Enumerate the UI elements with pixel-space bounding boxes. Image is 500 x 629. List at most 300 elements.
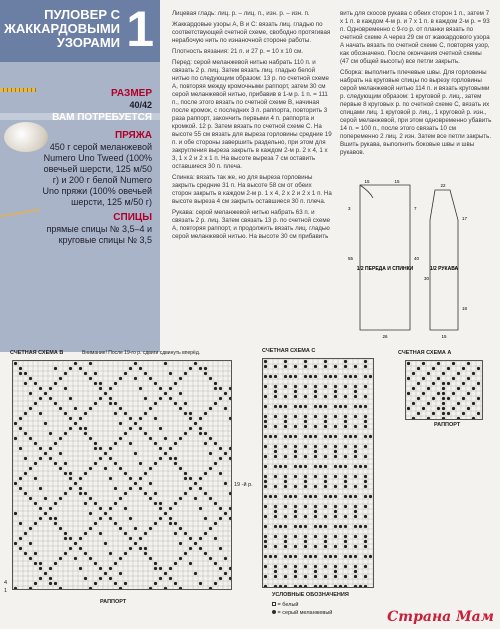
stitch-dot bbox=[437, 377, 440, 380]
chart-b-note: Внимание! После 19-го р. сдвиги сдвинуть вперёд. bbox=[82, 350, 201, 356]
stitch-dot bbox=[129, 367, 132, 370]
chart-c-grid bbox=[262, 358, 374, 588]
stitch-dot bbox=[154, 417, 157, 420]
stitch-dot bbox=[104, 572, 107, 575]
stitch-dot bbox=[344, 545, 347, 548]
stitch-dot bbox=[319, 585, 322, 588]
stitch-dot bbox=[124, 432, 127, 435]
stitch-dot bbox=[324, 515, 327, 518]
stitch-dot bbox=[34, 382, 37, 385]
stitch-dot bbox=[229, 387, 232, 390]
stitch-dot bbox=[304, 480, 307, 483]
stitch-dot bbox=[269, 495, 272, 498]
stitch-dot bbox=[452, 392, 455, 395]
stitch-dot bbox=[334, 545, 337, 548]
dim-side: 55 bbox=[348, 256, 354, 261]
size-value: 40/42 bbox=[129, 100, 152, 110]
stitch-dot bbox=[279, 465, 282, 468]
stitch-dot bbox=[339, 465, 342, 468]
stitch-dot bbox=[199, 487, 202, 490]
stitch-dot bbox=[229, 507, 232, 510]
stitch-dot bbox=[324, 565, 327, 568]
stitch-dot bbox=[104, 452, 107, 455]
stitch-dot bbox=[304, 565, 307, 568]
stitch-dot bbox=[467, 377, 470, 380]
stitch-dot bbox=[84, 502, 87, 505]
stitch-dot bbox=[274, 390, 277, 393]
info-sidebar bbox=[0, 0, 160, 352]
stitch-dot bbox=[294, 570, 297, 573]
stitch-dot bbox=[14, 512, 17, 515]
stitch-dot bbox=[264, 525, 267, 528]
stitch-dot bbox=[169, 447, 172, 450]
stitch-dot bbox=[314, 450, 317, 453]
stitch-dot bbox=[124, 372, 127, 375]
stitch-dot bbox=[314, 565, 317, 568]
stitch-dot bbox=[329, 555, 332, 558]
stitch-dot bbox=[119, 377, 122, 380]
stitch-dot bbox=[334, 425, 337, 428]
stitch-dot bbox=[194, 542, 197, 545]
stitch-dot bbox=[452, 377, 455, 380]
stitch-dot bbox=[314, 435, 317, 438]
stitch-dot bbox=[34, 582, 37, 585]
stitch-dot bbox=[54, 462, 57, 465]
stitch-dot bbox=[179, 497, 182, 500]
stitch-dot bbox=[314, 390, 317, 393]
stitch-dot bbox=[224, 392, 227, 395]
legend-title: УСЛОВНЫЕ ОБОЗНАЧЕНИЯ bbox=[272, 592, 349, 598]
stitch-dot bbox=[314, 545, 317, 548]
stitch-dot bbox=[229, 457, 232, 460]
stitch-dot bbox=[442, 407, 445, 410]
stitch-dot bbox=[304, 545, 307, 548]
stitch-dot bbox=[314, 385, 317, 388]
stitch-dot bbox=[324, 485, 327, 488]
stitch-dot bbox=[284, 395, 287, 398]
stitch-dot bbox=[344, 405, 347, 408]
stitch-dot bbox=[359, 585, 362, 588]
stitch-dot bbox=[274, 535, 277, 538]
stitch-dot bbox=[119, 422, 122, 425]
stitch-dot bbox=[179, 392, 182, 395]
paragraph: Спинка: вязать так же, но для выреза горловины закрыть средние 31 п. На высоте 58 см от обеих сторон закрыть в каждом 2-м р. 1 х 4, 2 х 2 и 2 х 1 п. На высоте выреза 4 см закрыть оставшиеся 30 п. плеча. bbox=[172, 174, 332, 205]
stitch-dot bbox=[209, 467, 212, 470]
stitch-dot bbox=[354, 565, 357, 568]
chart-b-row1: 1 bbox=[4, 588, 8, 594]
stitch-dot bbox=[422, 362, 425, 365]
stitch-dot bbox=[19, 447, 22, 450]
stitch-dot bbox=[289, 435, 292, 438]
stitch-dot bbox=[359, 525, 362, 528]
stitch-dot bbox=[19, 537, 22, 540]
stitch-dot bbox=[204, 432, 207, 435]
stitch-dot bbox=[334, 455, 337, 458]
stitch-dot bbox=[334, 395, 337, 398]
stitch-dot bbox=[229, 492, 232, 495]
stitch-dot bbox=[74, 482, 77, 485]
stitch-dot bbox=[304, 495, 307, 498]
stitch-dot bbox=[274, 365, 277, 368]
stitch-dot bbox=[184, 552, 187, 555]
stitch-dot bbox=[364, 415, 367, 418]
stitch-dot bbox=[14, 587, 17, 590]
stitch-dot bbox=[364, 480, 367, 483]
stitch-dot bbox=[354, 385, 357, 388]
stitch-dot bbox=[64, 462, 67, 465]
stitch-dot bbox=[204, 372, 207, 375]
stitch-dot bbox=[64, 387, 67, 390]
stitch-dot bbox=[89, 362, 92, 365]
stitch-dot bbox=[319, 465, 322, 468]
stitch-dot bbox=[204, 472, 207, 475]
stitch-dot bbox=[174, 457, 177, 460]
stitch-dot bbox=[314, 570, 317, 573]
stitch-dot bbox=[294, 585, 297, 588]
stitch-dot bbox=[179, 542, 182, 545]
stitch-dot bbox=[19, 547, 22, 550]
stitch-dot bbox=[94, 462, 97, 465]
stitch-dot bbox=[329, 495, 332, 498]
stitch-dot bbox=[279, 405, 282, 408]
stitch-dot bbox=[359, 405, 362, 408]
stitch-dot bbox=[334, 585, 337, 588]
stitch-dot bbox=[174, 442, 177, 445]
stitch-dot bbox=[344, 535, 347, 538]
stitch-dot bbox=[39, 567, 42, 570]
stitch-dot bbox=[144, 397, 147, 400]
stitch-dot bbox=[467, 362, 470, 365]
stitch-dot bbox=[224, 572, 227, 575]
stitch-dot bbox=[334, 505, 337, 508]
stitch-dot bbox=[284, 565, 287, 568]
stitch-dot bbox=[364, 395, 367, 398]
stitch-dot bbox=[124, 412, 127, 415]
stitch-dot bbox=[354, 585, 357, 588]
stitch-dot bbox=[59, 377, 62, 380]
stitch-dot bbox=[304, 465, 307, 468]
stitch-dot bbox=[149, 407, 152, 410]
stitch-dot bbox=[304, 395, 307, 398]
stitch-dot bbox=[179, 527, 182, 530]
stitch-dot bbox=[354, 525, 357, 528]
dim-sleeve-cap: 17 bbox=[462, 216, 468, 221]
stitch-dot bbox=[64, 552, 67, 555]
stitch-dot bbox=[324, 495, 327, 498]
stitch-dot bbox=[114, 582, 117, 585]
stitch-dot bbox=[462, 412, 465, 415]
stitch-dot bbox=[209, 452, 212, 455]
stitch-dot bbox=[354, 465, 357, 468]
stitch-dot bbox=[304, 575, 307, 578]
stitch-dot bbox=[229, 567, 232, 570]
stitch-dot bbox=[199, 547, 202, 550]
stitch-dot bbox=[324, 360, 327, 363]
stitch-dot bbox=[189, 477, 192, 480]
stitch-dot bbox=[74, 422, 77, 425]
stitch-dot bbox=[354, 535, 357, 538]
stitch-dot bbox=[314, 415, 317, 418]
stitch-dot bbox=[329, 375, 332, 378]
stitch-dot bbox=[144, 432, 147, 435]
stitch-dot bbox=[462, 367, 465, 370]
stitch-dot bbox=[144, 492, 147, 495]
stitch-dot bbox=[114, 462, 117, 465]
stitch-dot bbox=[69, 417, 72, 420]
stitch-dot bbox=[109, 402, 112, 405]
stitch-dot bbox=[364, 535, 367, 538]
stitch-dot bbox=[422, 377, 425, 380]
stitch-dot bbox=[339, 525, 342, 528]
stitch-dot bbox=[349, 495, 352, 498]
stitch-dot bbox=[334, 375, 337, 378]
stitch-dot bbox=[354, 505, 357, 508]
dim-front-height: 40 bbox=[414, 256, 420, 261]
stitch-dot bbox=[364, 485, 367, 488]
stitch-dot bbox=[364, 525, 367, 528]
stitch-dot bbox=[34, 442, 37, 445]
stitch-dot bbox=[89, 527, 92, 530]
stitch-dot bbox=[354, 435, 357, 438]
chart-b-grid bbox=[12, 360, 232, 590]
stitch-dot bbox=[334, 445, 337, 448]
stitch-dot bbox=[219, 387, 222, 390]
stitch-dot bbox=[164, 572, 167, 575]
stitch-dot bbox=[274, 525, 277, 528]
stitch-dot bbox=[159, 577, 162, 580]
stitch-dot bbox=[34, 462, 37, 465]
stitch-dot bbox=[49, 432, 52, 435]
stitch-dot bbox=[174, 502, 177, 505]
stitch-dot bbox=[169, 577, 172, 580]
stitch-dot bbox=[214, 562, 217, 565]
stitch-dot bbox=[89, 407, 92, 410]
stitch-dot bbox=[422, 407, 425, 410]
stitch-dot bbox=[354, 405, 357, 408]
instructions-column-1 bbox=[172, 10, 332, 244]
stitch-dot bbox=[144, 472, 147, 475]
stitch-dot bbox=[324, 480, 327, 483]
stitch-dot bbox=[284, 415, 287, 418]
stitch-dot bbox=[64, 472, 67, 475]
stitch-dot bbox=[219, 547, 222, 550]
stitch-dot bbox=[294, 375, 297, 378]
stitch-dot bbox=[334, 535, 337, 538]
stitch-dot bbox=[214, 462, 217, 465]
stitch-dot bbox=[437, 362, 440, 365]
stitch-dot bbox=[24, 382, 27, 385]
stitch-dot bbox=[354, 575, 357, 578]
stitch-dot bbox=[204, 442, 207, 445]
stitch-dot bbox=[134, 527, 137, 530]
stitch-dot bbox=[324, 555, 327, 558]
stitch-dot bbox=[29, 542, 32, 545]
stitch-dot bbox=[274, 395, 277, 398]
stitch-dot bbox=[164, 587, 167, 590]
stitch-dot bbox=[39, 447, 42, 450]
dim-sleeve-bottom: 15 bbox=[441, 334, 447, 339]
stitch-dot bbox=[314, 455, 317, 458]
stitch-dot bbox=[154, 582, 157, 585]
stitch-dot bbox=[224, 452, 227, 455]
stitch-dot bbox=[477, 382, 480, 385]
stitch-dot bbox=[139, 417, 142, 420]
stitch-dot bbox=[59, 557, 62, 560]
stitch-dot bbox=[274, 475, 277, 478]
stitch-dot bbox=[229, 517, 232, 520]
stitch-dot bbox=[179, 407, 182, 410]
stitch-dot bbox=[324, 540, 327, 543]
stitch-dot bbox=[54, 562, 57, 565]
stitch-dot bbox=[284, 535, 287, 538]
stitch-dot bbox=[324, 545, 327, 548]
stitch-dot bbox=[344, 555, 347, 558]
stitch-dot bbox=[344, 385, 347, 388]
stitch-dot bbox=[89, 467, 92, 470]
stitch-dot bbox=[284, 455, 287, 458]
stitch-dot bbox=[229, 447, 232, 450]
stitch-dot bbox=[194, 422, 197, 425]
stitch-dot bbox=[294, 525, 297, 528]
stitch-dot bbox=[304, 535, 307, 538]
stitch-dot bbox=[264, 505, 267, 508]
stitch-dot bbox=[44, 392, 47, 395]
stitch-dot bbox=[299, 585, 302, 588]
stitch-dot bbox=[294, 415, 297, 418]
stitch-dot bbox=[204, 367, 207, 370]
stitch-dot bbox=[452, 407, 455, 410]
stitch-dot bbox=[24, 372, 27, 375]
stitch-dot bbox=[314, 375, 317, 378]
stitch-dot bbox=[104, 542, 107, 545]
stitch-dot bbox=[412, 372, 415, 375]
stitch-dot bbox=[189, 427, 192, 430]
stitch-dot bbox=[19, 427, 22, 430]
stitch-dot bbox=[49, 447, 52, 450]
stitch-dot bbox=[99, 447, 102, 450]
stitch-dot bbox=[114, 412, 117, 415]
stitch-dot bbox=[69, 547, 72, 550]
stitch-dot bbox=[34, 502, 37, 505]
stitch-dot bbox=[94, 382, 97, 385]
front-label: 1/2 ПЕРЕДА И СПИНКИ bbox=[356, 266, 414, 272]
stitch-dot bbox=[214, 522, 217, 525]
stitch-dot bbox=[99, 517, 102, 520]
stitch-dot bbox=[334, 495, 337, 498]
stitch-dot bbox=[334, 435, 337, 438]
stitch-dot bbox=[124, 582, 127, 585]
stitch-dot bbox=[284, 585, 287, 588]
stitch-dot bbox=[24, 472, 27, 475]
stitch-dot bbox=[324, 535, 327, 538]
stitch-dot bbox=[169, 372, 172, 375]
stitch-dot bbox=[284, 360, 287, 363]
stitch-dot bbox=[364, 465, 367, 468]
stitch-dot bbox=[154, 382, 157, 385]
stitch-dot bbox=[149, 437, 152, 440]
yarn-heading: ПРЯЖА bbox=[114, 130, 152, 141]
stitch-dot bbox=[164, 392, 167, 395]
stitch-dot bbox=[364, 435, 367, 438]
stitch-dot bbox=[134, 362, 137, 365]
stitch-dot bbox=[114, 502, 117, 505]
stitch-dot bbox=[49, 582, 52, 585]
stitch-dot bbox=[437, 392, 440, 395]
stitch-dot bbox=[284, 555, 287, 558]
stitch-dot bbox=[129, 417, 132, 420]
stitch-dot bbox=[432, 382, 435, 385]
stitch-dot bbox=[314, 495, 317, 498]
stitch-dot bbox=[314, 425, 317, 428]
stitch-dot bbox=[94, 522, 97, 525]
stitch-dot bbox=[79, 567, 82, 570]
stitch-dot bbox=[174, 582, 177, 585]
stitch-dot bbox=[354, 510, 357, 513]
page-title: ПУЛОВЕР С ЖАККАРДОВЫМИ УЗОРАМИ bbox=[4, 7, 120, 50]
stitch-dot bbox=[79, 492, 82, 495]
stitch-dot bbox=[229, 417, 232, 420]
stitch-dot bbox=[144, 532, 147, 535]
stitch-dot bbox=[119, 467, 122, 470]
stitch-dot bbox=[354, 485, 357, 488]
stitch-dot bbox=[269, 375, 272, 378]
stitch-dot bbox=[274, 385, 277, 388]
stitch-dot bbox=[199, 427, 202, 430]
stitch-dot bbox=[294, 465, 297, 468]
stitch-dot bbox=[54, 517, 57, 520]
stitch-dot bbox=[314, 515, 317, 518]
stitch-dot bbox=[344, 585, 347, 588]
stitch-dot bbox=[94, 402, 97, 405]
stitch-dot bbox=[344, 575, 347, 578]
stitch-dot bbox=[44, 512, 47, 515]
stitch-dot bbox=[284, 425, 287, 428]
stitch-dot bbox=[209, 407, 212, 410]
stitch-dot bbox=[324, 505, 327, 508]
stitch-dot bbox=[284, 445, 287, 448]
stitch-dot bbox=[314, 485, 317, 488]
stitch-dot bbox=[294, 365, 297, 368]
stitch-dot bbox=[209, 437, 212, 440]
stitch-dot bbox=[89, 437, 92, 440]
dim-sleeve-height: 30 bbox=[424, 276, 430, 281]
stitch-dot bbox=[94, 442, 97, 445]
legend-white-text: = белый bbox=[277, 602, 299, 608]
stitch-dot bbox=[289, 555, 292, 558]
title-box bbox=[0, 0, 160, 62]
stitch-dot bbox=[442, 402, 445, 405]
stitch-dot bbox=[164, 362, 167, 365]
stitch-dot bbox=[149, 587, 152, 590]
stitch-dot bbox=[209, 377, 212, 380]
stitch-dot bbox=[344, 480, 347, 483]
stitch-dot bbox=[214, 582, 217, 585]
stitch-dot bbox=[354, 495, 357, 498]
stitch-dot bbox=[214, 387, 217, 390]
stitch-dot bbox=[279, 585, 282, 588]
stitch-dot bbox=[284, 515, 287, 518]
stitch-dot bbox=[154, 462, 157, 465]
stitch-dot bbox=[129, 487, 132, 490]
stitch-dot bbox=[304, 375, 307, 378]
stitch-dot bbox=[274, 545, 277, 548]
stitch-dot bbox=[309, 375, 312, 378]
stitch-dot bbox=[134, 452, 137, 455]
stitch-dot bbox=[224, 512, 227, 515]
stitch-dot bbox=[369, 495, 372, 498]
stitch-dot bbox=[189, 487, 192, 490]
stitch-dot bbox=[477, 397, 480, 400]
